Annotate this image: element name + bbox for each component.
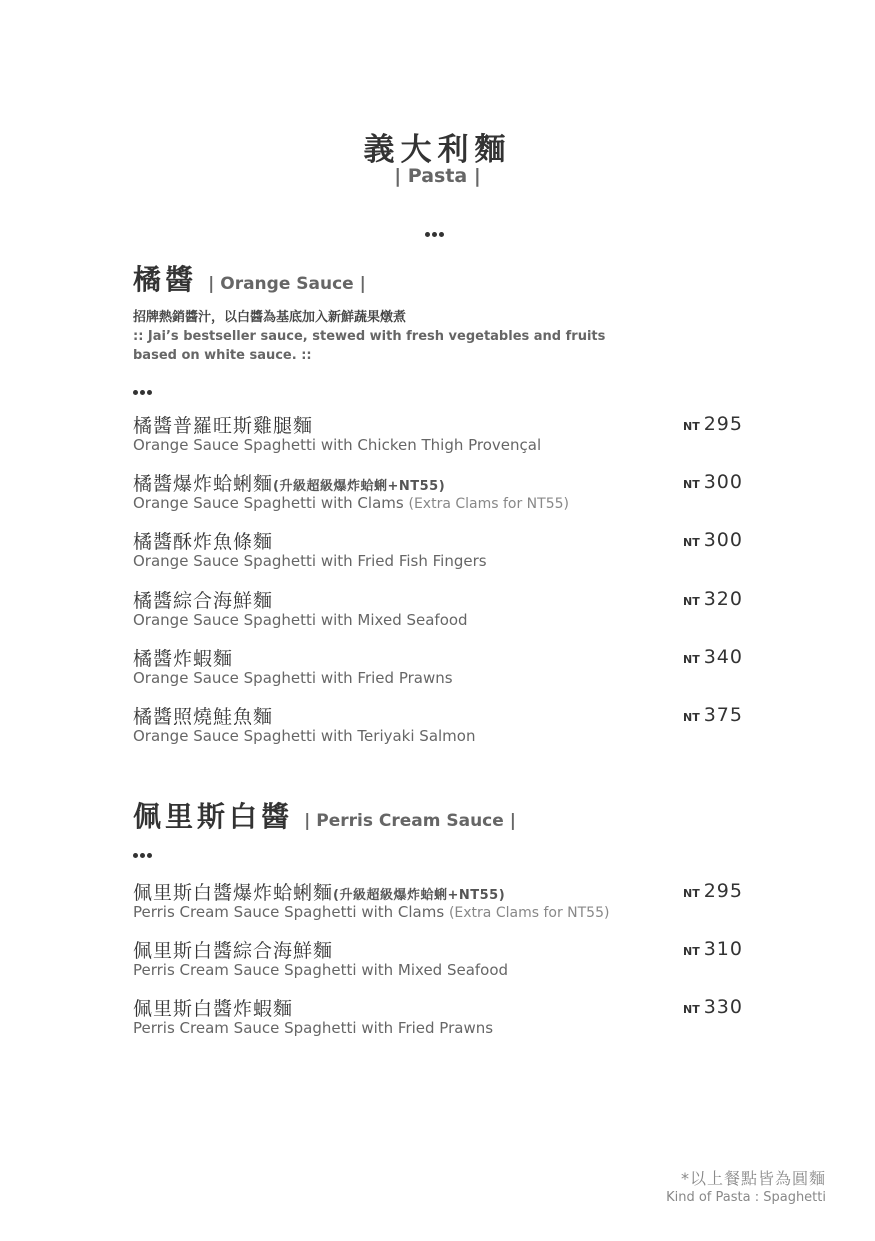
section-header-perris — [133, 795, 516, 835]
item-name-en: Orange Sauce Spaghetti with Clams (Extra Clams for NT55) — [133, 494, 569, 512]
item-name-en: Perris Cream Sauce Spaghetti with Clams (Extra Clams for NT55) — [133, 903, 610, 921]
menu-item — [133, 469, 753, 515]
footer-note-zh: *以上餐點皆為圓麵 — [680, 1169, 826, 1188]
item-price: NT 310 — [683, 938, 743, 960]
item-price: NT 330 — [683, 996, 743, 1018]
menu-item — [133, 702, 753, 748]
item-name-zh: 橘醬炸蝦麵 — [133, 648, 234, 670]
section-title-en: | Perris Cream Sauce | — [304, 811, 516, 831]
item-name-en: Orange Sauce Spaghetti with Fried Prawns — [133, 669, 453, 687]
item-price: NT 295 — [683, 880, 743, 902]
menu-item — [133, 936, 753, 982]
page-title: 義大利麵 — [363, 132, 512, 168]
item-name-zh: 橘醬照燒鮭魚麵 — [133, 706, 274, 728]
item-name-zh: 橘醬爆炸蛤蜊麵(升級超級爆炸蛤蜊+NT55) — [133, 473, 446, 495]
page-subtitle: | Pasta | — [394, 165, 481, 187]
item-price: NT 295 — [683, 413, 743, 435]
item-name-zh: 橘醬普羅旺斯雞腿麵 — [133, 415, 314, 437]
description-zh: 招牌熱銷醬汁，以白醬為基底加入新鮮蔬果燉煮 — [133, 310, 407, 325]
item-price: NT 320 — [683, 588, 743, 610]
menu-item — [133, 411, 753, 457]
item-name-zh: 佩里斯白醬爆炸蛤蜊麵(升級超級爆炸蛤蜊+NT55) — [133, 882, 506, 904]
item-name-zh: 佩里斯白醬炸蝦麵 — [133, 998, 294, 1020]
divider-dots — [133, 383, 154, 398]
item-name-zh: 橘醬綜合海鮮麵 — [133, 590, 274, 612]
item-price: NT 300 — [683, 529, 743, 551]
menu-item — [133, 527, 753, 573]
item-name-en: Orange Sauce Spaghetti with Chicken Thigh Provençal — [133, 436, 542, 454]
item-name-en: Orange Sauce Spaghetti with Fried Fish Fingers — [133, 552, 487, 570]
section-title-en: | Orange Sauce | — [208, 274, 366, 294]
item-name-en: Perris Cream Sauce Spaghetti with Fried Prawns — [133, 1019, 494, 1037]
section-header-orange — [133, 258, 366, 298]
section-title-zh: 橘醬 — [133, 263, 198, 296]
menu-item — [133, 586, 753, 632]
menu-item — [133, 994, 753, 1040]
item-name-zh: 佩里斯白醬綜合海鮮麵 — [133, 940, 334, 962]
item-name-en: Orange Sauce Spaghetti with Mixed Seafood — [133, 611, 468, 629]
footer-note-en: Kind of Pasta : Spaghetti — [666, 1190, 826, 1205]
divider-dots — [425, 225, 446, 240]
section-description — [133, 308, 653, 365]
item-name-zh: 橘醬酥炸魚條麵 — [133, 531, 274, 553]
item-name-en: Orange Sauce Spaghetti with Teriyaki Salmon — [133, 727, 476, 745]
divider-dots — [133, 846, 154, 861]
item-price: NT 375 — [683, 704, 743, 726]
item-price: NT 340 — [683, 646, 743, 668]
menu-item — [133, 644, 753, 690]
item-price: NT 300 — [683, 471, 743, 493]
item-name-en: Perris Cream Sauce Spaghetti with Mixed Seafood — [133, 961, 509, 979]
description-en-line-2: based on white sauce. :: — [133, 348, 312, 363]
description-en-line-1: :: Jai’s bestseller sauce, stewed with fresh vegetables and fruits — [133, 329, 606, 344]
section-title-zh: 佩里斯白醬 — [133, 800, 294, 833]
menu-item — [133, 878, 753, 924]
